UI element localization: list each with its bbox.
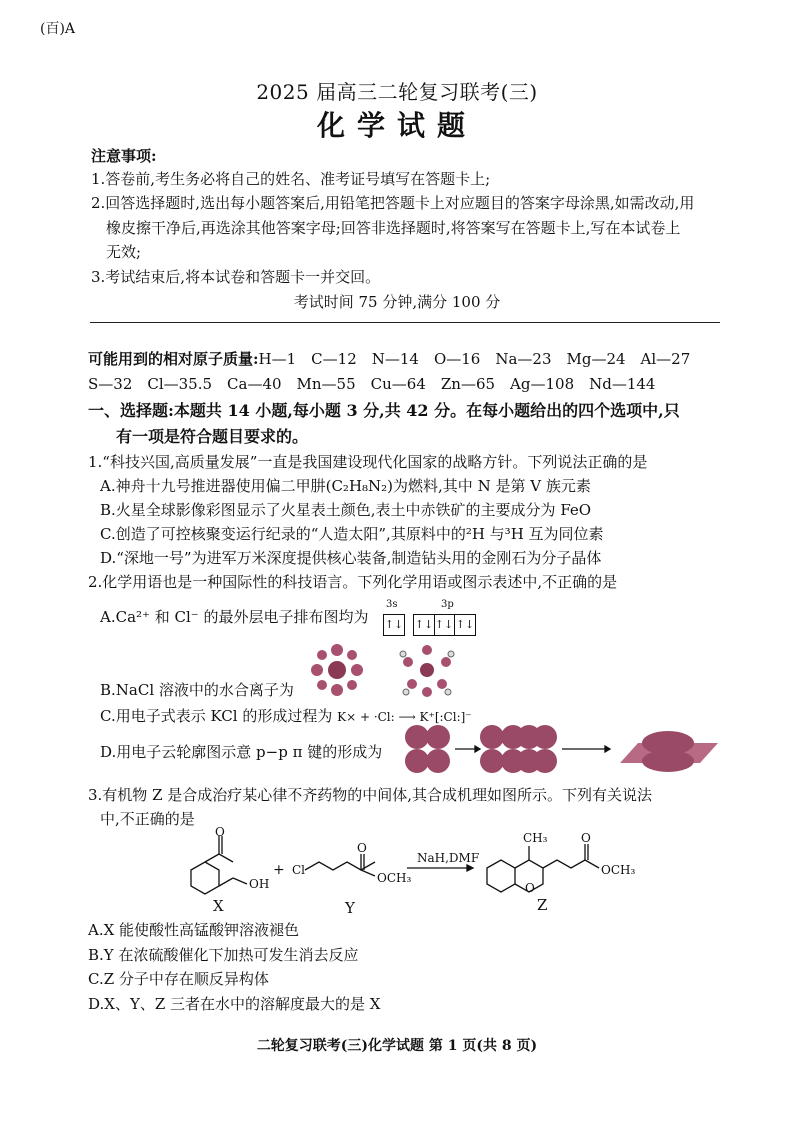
q1-option-b: B.火星全球影像彩图显示了火星表土颜色,表土中赤铁矿的主要成分为 FeO <box>100 501 592 519</box>
plus-sign: + <box>273 862 285 878</box>
atomic-mass-line1 <box>88 348 690 369</box>
corner-mark: (百)A <box>40 21 76 37</box>
exam-subtitle: 2025 届高三二轮复习联考(三) <box>256 80 538 104</box>
q1-option-d: D.“深地一号”为进军万米深度提供核心装备,制造钻头用的金刚石为分子晶体 <box>100 549 602 567</box>
q2-option-a: A.Ca²⁺ 和 Cl⁻ 的最外层电子排布图均为 <box>100 608 369 626</box>
atomic-mass-line2: S—32 Cl—35.5 Ca—40 Mn—55 Cu—64 Zn—65 Ag—108 Nd—144 <box>88 375 656 393</box>
notice-item-1: 1.答卷前,考生务必将自己的姓名、准考证号填写在答题卡上; <box>91 170 491 188</box>
benzene-ring-x <box>191 862 219 894</box>
q3-option-a: A.X 能使酸性高锰酸钾溶液褪色 <box>88 921 300 939</box>
section1-heading-cont: 有一项是符合题目要求的。 <box>116 427 309 446</box>
section1-heading: 一、选择题:本题共 14 小题,每小题 3 分,共 42 分。在每小题给出的四个选项中,只 <box>88 401 680 420</box>
orbital-box-3p-3: ↑↓ <box>455 614 476 636</box>
label-carbonyl-o-z: O <box>581 831 591 845</box>
q2-option-d: D.用电子云轮廓图示意 p−p π 键的形成为 <box>100 743 383 761</box>
label-ring-o: O <box>525 881 535 895</box>
q3-stem-cont: 中,不正确的是 <box>100 810 195 828</box>
q2-option-c <box>100 705 472 726</box>
label-och3-z: OCH₃ <box>601 863 636 877</box>
q3-option-c: C.Z 分子中存在顺反异构体 <box>88 970 269 988</box>
q2-option-b: B.NaCl 溶液中的水合离子为 <box>100 681 294 699</box>
label-ch3: CH₃ <box>523 831 548 845</box>
benzene-ring-z <box>487 860 515 892</box>
notice-item-2-end: 无效; <box>106 243 142 261</box>
label-oh: OH <box>249 877 270 891</box>
exam-info: 考试时间 75 分钟,满分 100 分 <box>293 293 501 311</box>
divider <box>90 322 720 323</box>
atomic-mass-values-1: H—1 C—12 N—14 O—16 Na—23 Mg—24 Al—27 <box>258 350 691 368</box>
hydrated-chloride-ion <box>400 645 454 697</box>
orbital-box-3s: ↑↓ <box>383 614 405 636</box>
label-carbonyl-o-x: O <box>215 825 225 839</box>
q3-stem: 3.有机物 Z 是合成治疗某心律不齐药物的中间体,其合成机理如图所示。下列有关说法 <box>88 786 653 804</box>
atomic-mass-label: 可能用到的相对原子质量: <box>88 350 259 368</box>
compound-label-y: Y <box>345 899 355 917</box>
q3-option-b: B.Y 在浓硫酸催化下加热可发生消去反应 <box>88 946 359 964</box>
compound-label-z: Z <box>537 896 548 914</box>
orbital-box-3p-2: ↑↓ <box>434 614 455 636</box>
orbital-box-3p-1: ↑↓ <box>413 614 435 636</box>
notice-heading: 注意事项: <box>91 147 157 165</box>
label-carbonyl-o-y: O <box>357 841 367 855</box>
reaction-scheme <box>175 825 695 908</box>
q2-stem: 2.化学用语也是一种国际性的科技语言。下列化学用语或图示表述中,不正确的是 <box>88 573 618 591</box>
q2-option-c-text: C.用电子式表示 KCl 的形成过程为 <box>100 707 333 725</box>
q3-option-d: D.X、Y、Z 三者在水中的溶解度最大的是 X <box>88 995 381 1013</box>
notice-item-2-cont: 橡皮擦干净后,再选涂其他答案字母;回答非选择题时,将答案写在答题卡上,写在本试卷上 <box>106 219 681 237</box>
notice-item-2: 2.回答选择题时,选出每小题答案后,用铅笔把答题卡上对应题目的答案字母涂黑,如需改动,用 <box>91 194 695 212</box>
q1-option-a: A.神舟十九号推进器使用偏二甲肼(C₂H₈N₂)为燃料,其中 N 是第 V 族元素 <box>100 477 591 495</box>
label-och3-y: OCH₃ <box>377 871 412 885</box>
page-title: 化学试题 <box>316 109 477 142</box>
compound-label-x: X <box>213 897 224 915</box>
kcl-electron-formula: K⨯ + ·Cl: ⟶ K⁺[:Cl:]⁻ <box>337 710 472 724</box>
label-cl: Cl <box>292 863 306 877</box>
pi-bond-orbital-figure <box>400 725 720 775</box>
hydrated-ions-figure <box>300 640 500 700</box>
hydrated-sodium-ion <box>311 644 363 696</box>
q1-option-c: C.创造了可控核聚变运行纪录的“人造太阳”,其原料中的²H 与³H 互为同位素 <box>100 525 604 543</box>
orbital-3p-label: 3p <box>441 599 454 610</box>
q1-stem: 1.“科技兴国,高质量发展”一直是我国建设现代化国家的战略方针。下列说法正确的是 <box>88 453 648 471</box>
page-footer: 二轮复习联考(三)化学试题 第 1 页(共 8 页) <box>256 1038 538 1054</box>
reagent-label: NaH,DMF <box>417 851 480 865</box>
notice-item-3: 3.考试结束后,将本试卷和答题卡一并交回。 <box>91 268 381 286</box>
orbital-3s-label: 3s <box>386 599 398 610</box>
